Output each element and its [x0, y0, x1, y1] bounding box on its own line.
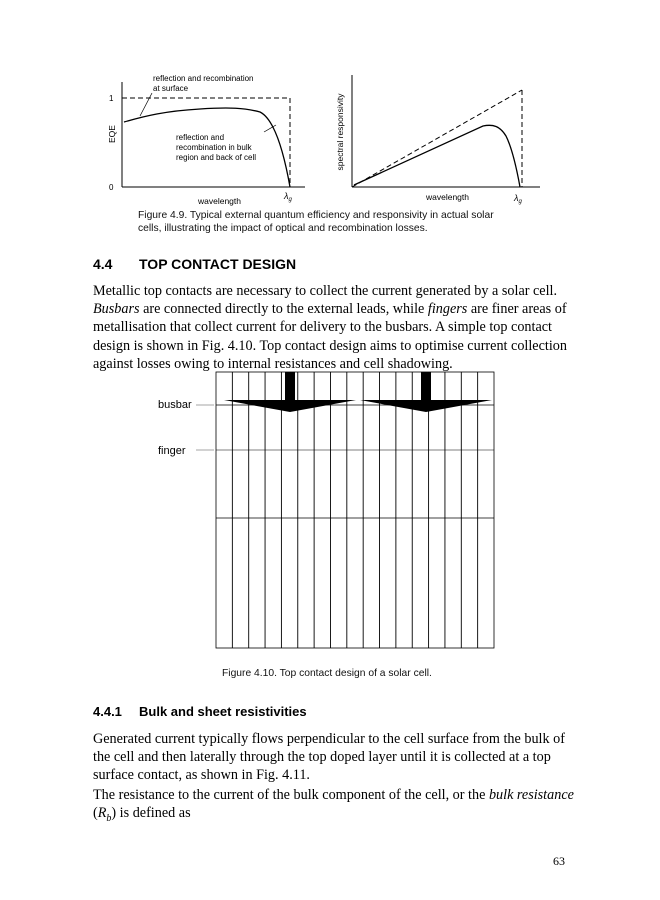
busbar-tapered-shape: [224, 400, 356, 412]
figure-4-10-caption: Figure 4.10. Top contact design of a solar cell.: [222, 668, 432, 679]
text-run: (: [93, 805, 98, 822]
section-4-4-paragraph: [93, 282, 567, 373]
figure-4-9-caption: [138, 210, 548, 235]
section-4-4-1-heading: [93, 704, 307, 719]
figure-4-10-grid: [196, 372, 494, 648]
text-run: the cell and then laterally through the top doped layer until it is collected at a top: [93, 749, 551, 766]
text-run: Metallic top contacts are necessary to collect the current generated by a solar cell.: [93, 283, 558, 299]
figure-4-9-eqe-chart: [100, 70, 310, 210]
text-run: surface contact, as shown in Fig. 4.11.: [93, 767, 310, 784]
text-run: Generated current typically flows perpendicular to the cell surface from the bulk of: [93, 731, 565, 747]
text-line: [93, 355, 563, 373]
section-4-4-1-paragraph-2: [93, 786, 574, 825]
sr-x-axis-label: wavelength: [426, 192, 470, 202]
eqe-annotation-surface-line1: reflection and recombination: [153, 74, 254, 83]
page-number: 63: [553, 854, 565, 868]
eqe-bandgap-label: $\lambda_g$: [284, 191, 292, 203]
text-line: [93, 786, 574, 804]
figure-4-9-responsivity-chart: [328, 70, 548, 210]
sr-bandgap-label: $\lambda_g$: [514, 193, 522, 205]
text-line: [93, 804, 563, 825]
text-line: [93, 300, 567, 318]
italic-run: Busbars: [93, 301, 140, 318]
cell-outline: [216, 372, 494, 648]
text-line: [93, 282, 563, 300]
text-run: against losses owing to internal resistances and cell shadowing.: [93, 355, 453, 372]
section-number: 4.4: [93, 256, 113, 272]
eqe-annotation-bulk-line1: reflection and: [176, 133, 225, 142]
eqe-annotation-bulk-line2: recombination in bulk: [176, 143, 252, 152]
eqe-annotation-surface-line2: at surface: [153, 84, 189, 93]
sr-actual-curve: [354, 125, 520, 187]
eqe-annotation-bulk-line3: region and back of cell: [176, 153, 257, 162]
text-line: [93, 748, 563, 766]
eqe-x-axis-label: wavelength: [198, 196, 242, 206]
italic-run: b: [106, 813, 112, 825]
text-line: [93, 318, 563, 336]
text-run: metallisation that collect current for delivery to the busbars. A simple top contact: [93, 319, 552, 336]
eqe-y-tick-1: 1: [109, 94, 114, 103]
section-title: Bulk and sheet resistivities: [139, 704, 307, 719]
figure-4-9-caption-line: cells, illustrating the impact of optical and recombination losses.: [138, 222, 428, 234]
text-line: [93, 766, 563, 784]
text-run: are connected directly to the external leads, while: [139, 301, 428, 318]
text-run: are finer areas of: [467, 301, 567, 318]
section-number: 4.4.1: [93, 704, 122, 719]
text-run: ) is defined as: [111, 805, 191, 822]
eqe-y-axis-label: EQE: [107, 125, 117, 143]
italic-run: R: [97, 805, 107, 822]
finger-label: finger: [158, 445, 186, 457]
text-run: The resistance to the current of the bulk component of the cell, or the: [93, 787, 489, 803]
text-line: [93, 337, 567, 355]
text-line: [93, 730, 563, 748]
section-4-4-1-paragraph-1: [93, 730, 563, 785]
italic-run: fingers: [427, 301, 468, 318]
sr-ideal-dashed-rise: [352, 90, 522, 187]
section-4-4-heading: [93, 256, 297, 272]
eqe-y-tick-0: 0: [109, 183, 114, 192]
figure-4-10-top-contact-diagram: [150, 372, 500, 660]
section-title: TOP CONTACT DESIGN: [139, 256, 297, 272]
sr-y-axis-label: spectral responsivity: [335, 93, 345, 171]
busbar-label: busbar: [158, 399, 192, 411]
text-run: design is shown in Fig. 4.10. Top contact design aims to optimise current collection: [93, 337, 567, 354]
figure-4-9-caption-line: Figure 4.9. Typical external quantum efficiency and responsivity in actual solar: [138, 210, 494, 221]
eqe-surface-leader: [140, 93, 152, 116]
italic-run: bulk resistance: [488, 787, 574, 803]
